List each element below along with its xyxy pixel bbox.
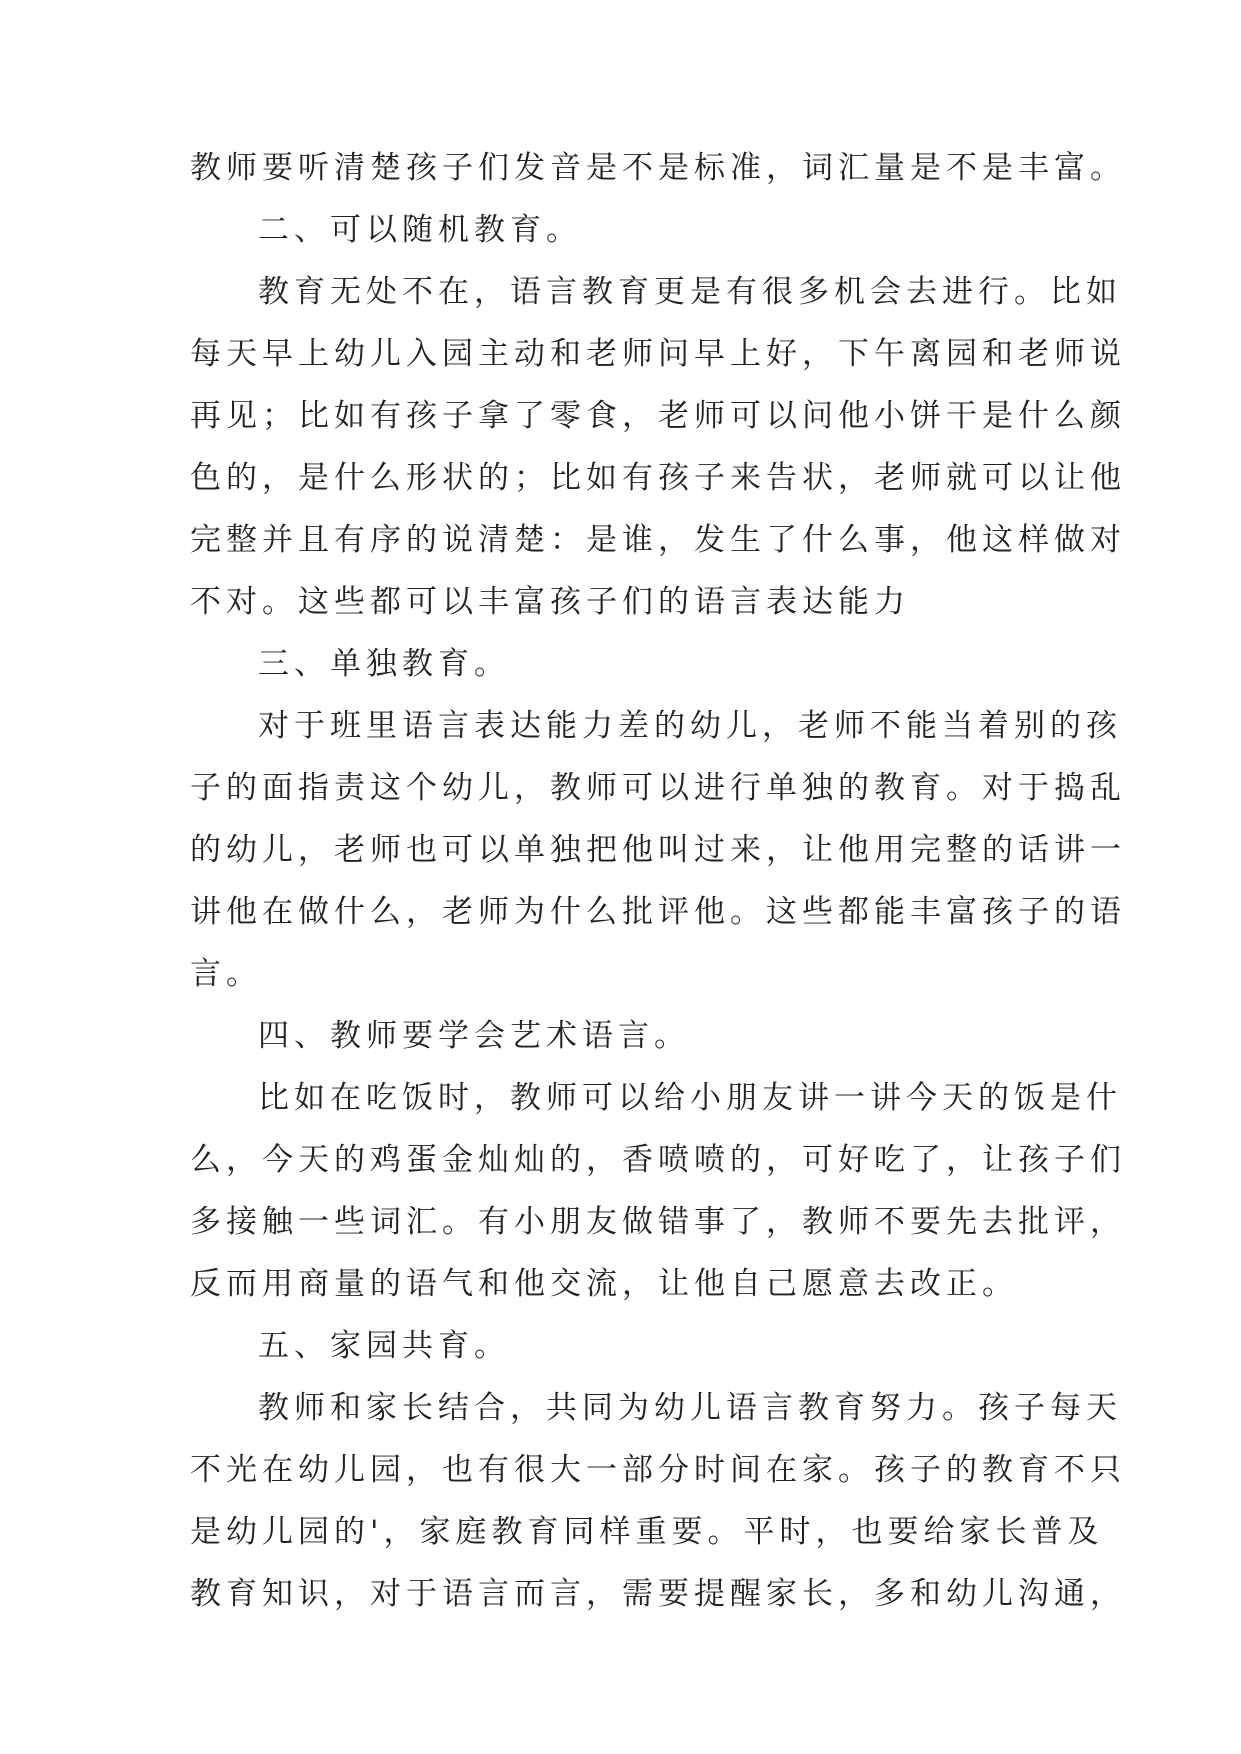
text-line: 对于班里语言表达能力差的幼儿，老师不能当着别的孩: [258, 708, 1122, 744]
section-heading-4: 四、教师要学会艺术语言。: [258, 1018, 690, 1054]
text-line: 言。: [190, 956, 262, 992]
text-line: 教育无处不在，语言教育更是有很多机会去进行。比如: [258, 274, 1122, 310]
text-line: 不光在幼儿园，也有很大一部分时间在家。孩子的教育不只: [190, 1452, 1126, 1488]
text-line: 多接触一些词汇。有小朋友做错事了，教师不要先去批评，: [190, 1204, 1126, 1240]
text-line: 教育知识，对于语言而言，需要提醒家长，多和幼儿沟通，: [190, 1576, 1126, 1612]
text-line: 子的面指责这个幼儿，教师可以进行单独的教育。对于捣乱: [190, 770, 1126, 806]
section-heading-2: 二、可以随机教育。: [258, 212, 582, 248]
text-line: 反而用商量的语气和他交流，让他自己愿意去改正。: [190, 1266, 1018, 1302]
text-line: 的幼儿，老师也可以单独把他叫过来，让他用完整的话讲一: [190, 832, 1126, 868]
text-line: 不对。这些都可以丰富孩子们的语言表达能力: [190, 584, 910, 620]
text-line: 再见；比如有孩子拿了零食，老师可以问他小饼干是什么颜: [190, 398, 1126, 434]
text-line: 完整并且有序的说清楚：是谁，发生了什么事，他这样做对: [190, 522, 1126, 558]
text-line: 色的，是什么形状的；比如有孩子来告状，老师就可以让他: [190, 460, 1126, 496]
text-line: 教师要听清楚孩子们发音是不是标准，词汇量是不是丰富。: [190, 150, 1126, 186]
section-heading-3: 三、单独教育。: [258, 646, 510, 682]
text-line: 讲他在做什么，老师为什么批评他。这些都能丰富孩子的语: [190, 894, 1126, 930]
section-heading-5: 五、家园共育。: [258, 1328, 510, 1364]
text-line: 每天早上幼儿入园主动和老师问早上好，下午离园和老师说: [190, 336, 1126, 372]
text-line: 是幼儿园的'，家庭教育同样重要。平时，也要给家长普及: [190, 1514, 1104, 1550]
text-line: 么，今天的鸡蛋金灿灿的，香喷喷的，可好吃了，让孩子们: [190, 1142, 1126, 1178]
text-line: 教师和家长结合，共同为幼儿语言教育努力。孩子每天: [258, 1390, 1122, 1426]
text-line: 比如在吃饭时，教师可以给小朋友讲一讲今天的饭是什: [258, 1080, 1122, 1116]
